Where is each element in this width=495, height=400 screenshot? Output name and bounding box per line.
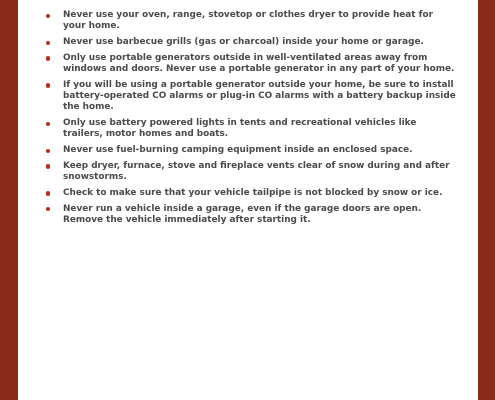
bullet-icon <box>46 41 50 45</box>
tip-text: Never run a vehicle inside a garage, even if the garage doors are open. Remove the vehicle immediately after starting it. <box>63 203 422 225</box>
bullet-icon <box>46 83 50 87</box>
list-item <box>46 204 456 226</box>
tip-text: If you will be using a portable generator outside your home, be sure to install battery-operated CO alarms or plug-in CO alarms with a battery backup inside the home. <box>63 79 456 113</box>
bullet-icon <box>46 191 50 195</box>
tip-text: Only use portable generators outside in well-ventilated areas away from windows and doors. Never use a portable generator in any part of your home. <box>63 52 455 74</box>
list-item <box>46 161 456 183</box>
list-item <box>46 53 456 75</box>
tip-text: Keep dryer, furnace, stove and fireplace vents clear of snow during and after snowstorms. <box>63 160 450 182</box>
list-item <box>46 10 456 32</box>
list-item <box>46 37 456 48</box>
tip-text: Never use your oven, range, stovetop or clothes dryer to provide heat for your home. <box>63 10 433 32</box>
list-item <box>46 118 456 140</box>
list-item <box>46 145 456 156</box>
bullet-icon <box>46 149 50 153</box>
tip-text: Check to make sure that your vehicle tailpipe is not blocked by snow or ice. <box>63 187 443 198</box>
tip-text: Only use battery powered lights in tents and recreational vehicles like trailers, motor homes and boats. <box>63 118 417 140</box>
tip-text: Never use barbecue grills (gas or charcoal) inside your home or garage. <box>63 37 424 47</box>
list-item <box>46 80 456 114</box>
document-page <box>18 0 478 400</box>
bullet-icon <box>46 207 50 211</box>
list-item <box>46 188 456 199</box>
safety-tips-list <box>46 10 456 231</box>
bullet-icon <box>46 122 50 126</box>
tip-text: Never use fuel-burning camping equipment inside an enclosed space. <box>63 145 413 155</box>
bullet-icon <box>46 14 50 18</box>
bullet-icon <box>46 164 50 168</box>
bullet-icon <box>46 56 50 60</box>
